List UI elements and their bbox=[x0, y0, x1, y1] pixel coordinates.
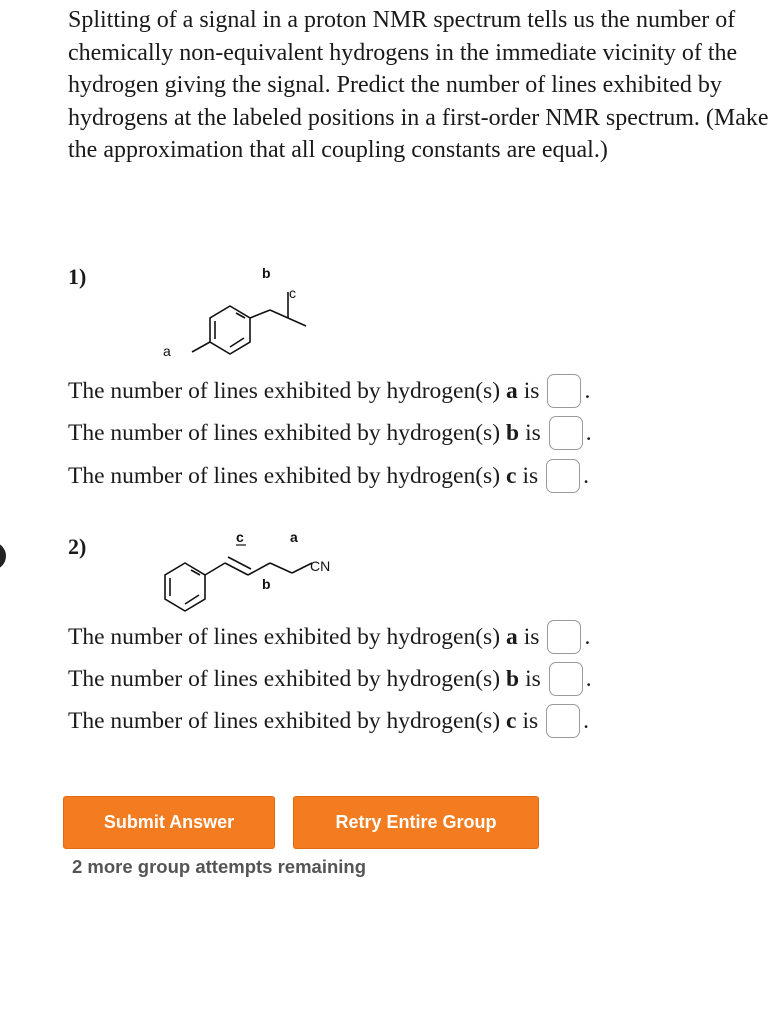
label-c-1: c bbox=[289, 285, 296, 301]
label-a-2: a bbox=[290, 529, 298, 545]
answer-box-q2-b[interactable] bbox=[549, 662, 583, 696]
edge-marker bbox=[0, 542, 6, 570]
answer-box-q2-a[interactable] bbox=[547, 620, 581, 654]
line-prefix: The number of lines exhibited by hydrogen(s) bbox=[68, 624, 501, 650]
line-label: b bbox=[506, 420, 520, 446]
answer-box-q1-a[interactable] bbox=[547, 374, 581, 408]
line-end: . bbox=[585, 666, 592, 692]
line-prefix: The number of lines exhibited by hydrogen(s) bbox=[68, 666, 501, 692]
line-label: c bbox=[506, 708, 517, 734]
structure-1 bbox=[150, 258, 320, 370]
line-suffix: is bbox=[525, 666, 541, 692]
question-1-number: 1) bbox=[68, 264, 87, 289]
line-end: . bbox=[583, 708, 590, 734]
q2-line-b bbox=[68, 659, 592, 699]
line-suffix: is bbox=[523, 624, 540, 650]
line-prefix: The number of lines exhibited by hydrogen(s) bbox=[68, 378, 501, 404]
line-end: . bbox=[584, 624, 591, 650]
line-end: . bbox=[585, 420, 592, 446]
answer-box-q2-c[interactable] bbox=[546, 704, 580, 738]
retry-entire-group-button[interactable]: Retry Entire Group bbox=[293, 796, 539, 849]
line-suffix: is bbox=[522, 708, 539, 734]
label-b-1: b bbox=[262, 265, 271, 281]
line-end: . bbox=[584, 378, 591, 404]
q1-line-b bbox=[68, 413, 592, 453]
line-prefix: The number of lines exhibited by hydrogen(s) bbox=[68, 463, 501, 489]
line-label: a bbox=[506, 624, 518, 650]
line-prefix: The number of lines exhibited by hydrogen(s) bbox=[68, 708, 501, 734]
label-a-1: a bbox=[163, 343, 171, 359]
line-label: c bbox=[506, 463, 517, 489]
q1-line-c bbox=[68, 456, 589, 496]
label-c-2: c bbox=[236, 529, 244, 545]
structure-2 bbox=[150, 525, 360, 617]
submit-answer-button[interactable]: Submit Answer bbox=[63, 796, 275, 849]
line-label: b bbox=[506, 666, 520, 692]
line-suffix: is bbox=[525, 420, 541, 446]
line-end: . bbox=[583, 463, 590, 489]
line-label: a bbox=[506, 378, 518, 404]
q1-line-a bbox=[68, 371, 590, 411]
label-b-2: b bbox=[262, 576, 271, 592]
line-suffix: is bbox=[523, 378, 540, 404]
attempts-remaining-text: 2 more group attempts remaining bbox=[72, 856, 366, 877]
answer-box-q1-b[interactable] bbox=[549, 416, 583, 450]
answer-box-q1-c[interactable] bbox=[546, 459, 580, 493]
line-prefix: The number of lines exhibited by hydrogen(s) bbox=[68, 420, 501, 446]
question-intro: Splitting of a signal in a proton NMR spectrum tells us the number of chemically non-equivalent hydrogens in the immediate vicinity of the hydrogen giving the signal. Predict the number of lines exhibited by hydrogens at the labeled positions in a first-order NMR spectrum. (Make the approximation that all coupling constants are equal.) bbox=[68, 7, 769, 163]
q2-line-a bbox=[68, 617, 590, 657]
line-suffix: is bbox=[522, 463, 539, 489]
cn-group: CN bbox=[310, 558, 331, 574]
q2-line-c bbox=[68, 701, 589, 741]
question-2-number: 2) bbox=[68, 534, 87, 559]
